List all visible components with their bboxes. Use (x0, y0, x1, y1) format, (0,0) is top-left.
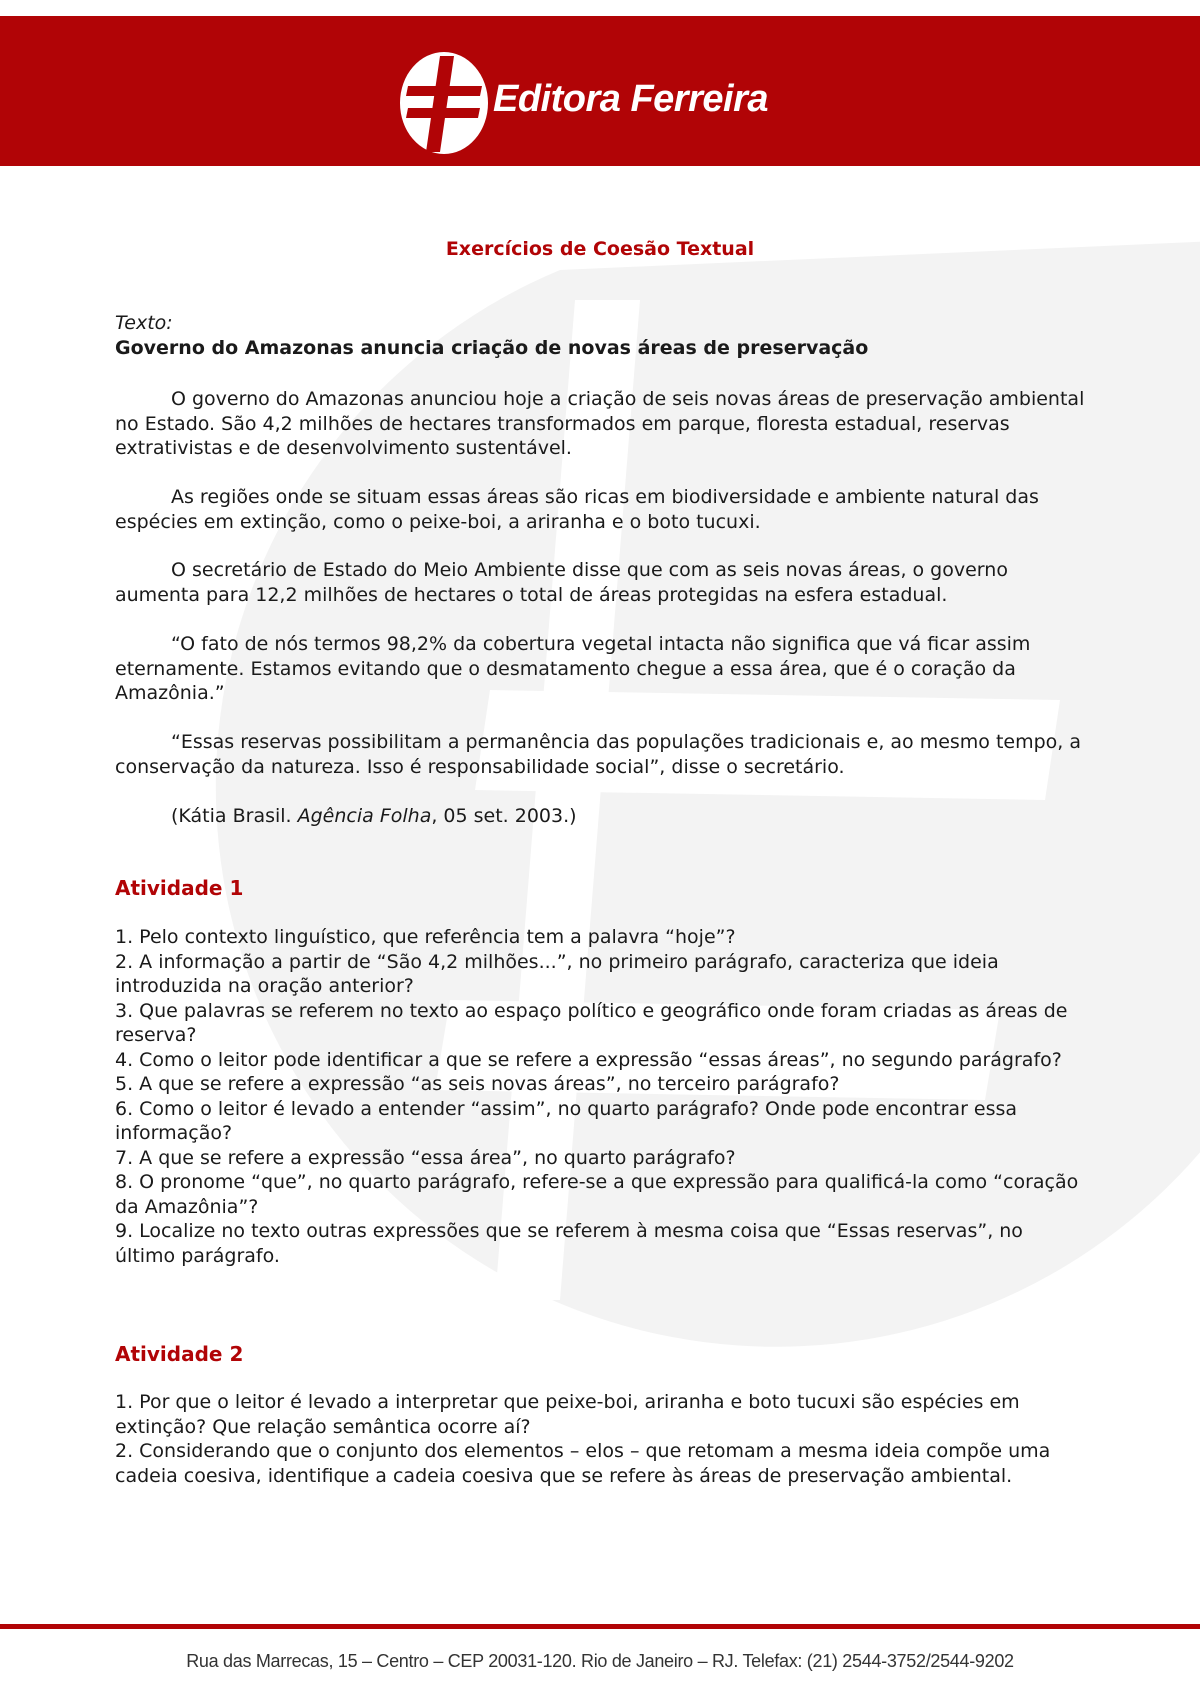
text-label: Texto: (115, 312, 173, 334)
article-paragraph: “O fato de nós termos 98,2% da cobertura vegetal intacta não significa que vá ficar assim eternamente. Estamos evitando que o desmatamento chegue a essa área, que é o coração da Amazônia.” (115, 633, 1031, 704)
article-paragraph: “Essas reservas possibilitam a permanência das populações tradicionais e, ao mesmo tempo, a conservação da natureza. Isso é responsabilidade social”, disse o secretário. (115, 731, 1082, 778)
activity-1-heading: Atividade 1 (115, 876, 244, 900)
article-paragraph: O secretário de Estado do Meio Ambiente disse que com as seis novas áreas, o governo aumenta para 12,2 milhões de hectares o total de áreas protegidas na esfera estadual. (115, 559, 1008, 606)
source-publication: Agência Folha (297, 805, 432, 827)
question-item: 2. A informação a partir de “São 4,2 milhões...”, no primeiro parágrafo, caracteriza que ideia introduzida na oração anterior? (115, 950, 999, 997)
question-item: 9. Localize no texto outras expressões que se referem à mesma coisa que “Essas reservas”, no último parágrafo. (115, 1220, 1023, 1267)
activity-2-heading: Atividade 2 (115, 1342, 244, 1366)
brand-name: Editora Ferreira (493, 78, 768, 120)
activity-2-questions (115, 1390, 1085, 1488)
question-item: 5. A que se refere a expressão “as seis novas áreas”, no terceiro parágrafo? (115, 1073, 840, 1095)
article-headline: Governo do Amazonas anuncia criação de novas áreas de preservação (115, 337, 869, 359)
footer-divider (0, 1624, 1200, 1629)
editora-ferreira-logo-icon (394, 50, 494, 156)
question-item: 1. Por que o leitor é levado a interpretar que peixe-boi, ariranha e boto tucuxi são espécies em extinção? Que relação semântica ocorre aí? (115, 1391, 1020, 1438)
page-title: Exercícios de Coesão Textual (445, 238, 755, 260)
header-banner (0, 16, 1200, 166)
source-prefix: (Kátia Brasil. (171, 805, 298, 827)
question-item: 7. A que se refere a expressão “essa área”, no quarto parágrafo? (115, 1146, 736, 1169)
footer-address: Rua das Marrecas, 15 – Centro – CEP 20031-120. Rio de Janeiro – RJ. Telefax: (21) 2544-3752/2544-9202 (186, 1651, 1014, 1671)
question-item: 6. Como o leitor é levado a entender “assim”, no quarto parágrafo? Onde pode encontrar essa informação? (115, 1097, 1018, 1144)
question-item: 3. Que palavras se referem no texto ao espaço político e geográfico onde foram criadas as áreas de reserva? (115, 999, 1068, 1046)
question-item: 4. Como o leitor pode identificar a que se refere a expressão “essas áreas”, no segundo parágrafo? (115, 1048, 1062, 1071)
source-suffix: , 05 set. 2003.) (431, 805, 577, 827)
activity-1-questions (115, 925, 1085, 1268)
question-item: 8. O pronome “que”, no quarto parágrafo, refere-se a que expressão para qualificá-la como “coração da Amazônia”? (115, 1171, 1079, 1218)
question-item: 1. Pelo contexto linguístico, que referência tem a palavra “hoje”? (115, 926, 736, 948)
article-source (115, 804, 1085, 829)
article-paragraph: O governo do Amazonas anunciou hoje a criação de seis novas áreas de preservação ambiental no Estado. São 4,2 milhões de hectares transformados em parque, floresta estadual, reservas extrativistas e de desenvolvimento sustentável. (115, 388, 1085, 459)
article-paragraph: As regiões onde se situam essas áreas são ricas em biodiversidade e ambiente natural das espécies em extinção, como o peixe-boi, a ariranha e o boto tucuxi. (115, 486, 1039, 533)
question-item: 2. Considerando que o conjunto dos elementos – elos – que retomam a mesma ideia compõe uma cadeia coesiva, identifique a cadeia coesiva que se refere às áreas de preservação ambiental. (115, 1440, 1051, 1487)
